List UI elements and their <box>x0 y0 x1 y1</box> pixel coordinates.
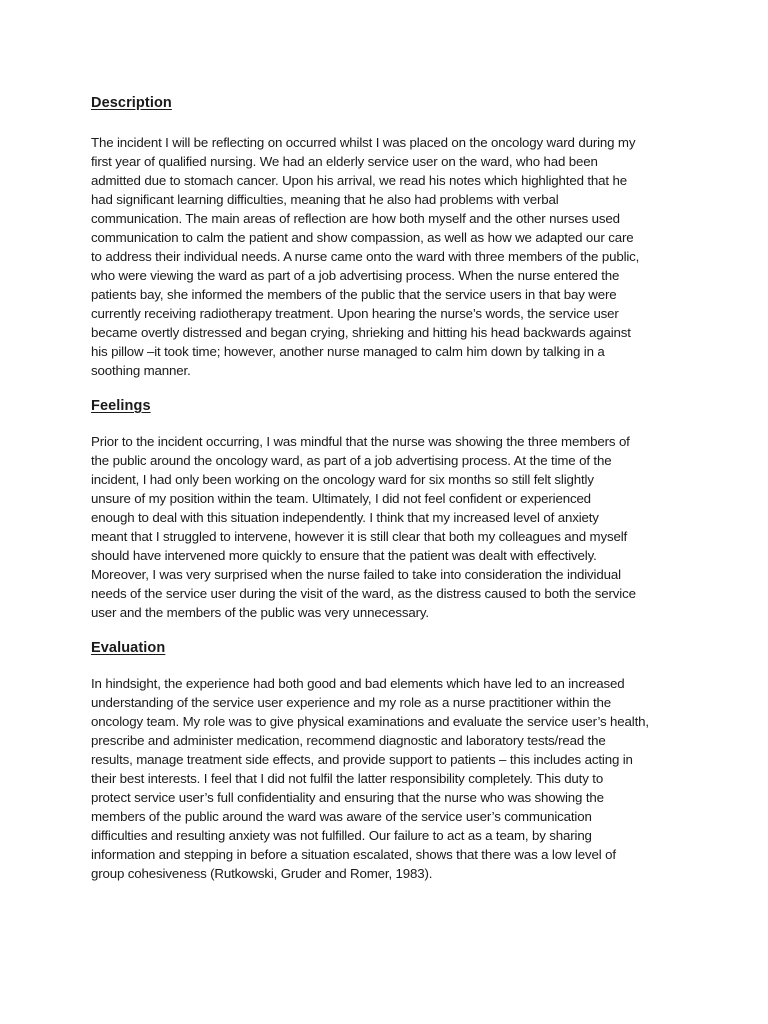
section-evaluation <box>91 637 683 883</box>
paragraph-line: to address their individual needs. A nurse came onto the ward with three members of the public, <box>91 249 640 264</box>
paragraph-feelings <box>91 432 683 622</box>
paragraph-line: Moreover, I was very surprised when the nurse failed to take into consideration the individual <box>91 567 621 582</box>
paragraph-line: understanding of the service user experience and my role as a nurse practitioner within the <box>91 695 611 710</box>
document-page <box>91 92 683 883</box>
paragraph-line: Prior to the incident occurring, I was mindful that the nurse was showing the three members of <box>91 434 630 449</box>
paragraph-line: members of the public around the ward was aware of the service user’s communication <box>91 809 592 824</box>
paragraph-line: his pillow –it took time; however, another nurse managed to calm him down by talking in a <box>91 344 605 359</box>
paragraph-line: needs of the service user during the visit of the ward, as the distress caused to both the service <box>91 586 636 601</box>
paragraph-line: their best interests. I feel that I did not fulfil the latter responsibility completely. This duty to <box>91 771 604 786</box>
heading-evaluation: Evaluation <box>91 640 166 656</box>
paragraph-line: should have intervened more quickly to ensure that the patient was dealt with effectively. <box>91 548 597 563</box>
paragraph-line: user and the members of the public was very unnecessary. <box>91 605 429 620</box>
paragraph-line: first year of qualified nursing. We had an elderly service user on the ward, who had been <box>91 154 598 169</box>
paragraph-line: The incident I will be reflecting on occurred whilst I was placed on the oncology ward during my <box>91 135 636 150</box>
heading-description: Description <box>91 95 172 111</box>
paragraph-line: patients bay, she informed the members of the public that the service users in that bay were <box>91 287 617 302</box>
paragraph-line: who were viewing the ward as part of a job advertising process. When the nurse entered the <box>91 268 620 283</box>
paragraph-line: communication. The main areas of reflection are how both myself and the other nurses used <box>91 211 620 226</box>
paragraph-line: prescribe and administer medication, recommend diagnostic and laboratory tests/read the <box>91 733 606 748</box>
paragraph-line: group cohesiveness (Rutkowski, Gruder and Romer, 1983). <box>91 866 433 881</box>
paragraph-line: became overtly distressed and began crying, shrieking and hitting his head backwards against <box>91 325 631 340</box>
paragraph-line: In hindsight, the experience had both good and bad elements which have led to an increased <box>91 676 625 691</box>
paragraph-line: soothing manner. <box>91 363 191 378</box>
paragraph-line: had significant learning difficulties, meaning that he also had problems with verbal <box>91 192 559 207</box>
paragraph-line: protect service user’s full confidentiality and ensuring that the nurse who was showing the <box>91 790 604 805</box>
paragraph-line: information and stepping in before a situation escalated, shows that there was a low level of <box>91 847 616 862</box>
paragraph-line: currently receiving radiotherapy treatment. Upon hearing the nurse’s words, the service user <box>91 306 619 321</box>
paragraph-evaluation <box>91 674 683 883</box>
paragraph-line: results, manage treatment side effects, and provide support to patients – this includes acting in <box>91 752 633 767</box>
paragraph-line: enough to deal with this situation independently. I think that my increased level of anxiety <box>91 510 599 525</box>
paragraph-line: communication to calm the patient and show compassion, as well as how we adapted our care <box>91 230 634 245</box>
paragraph-line: difficulties and resulting anxiety was not fulfilled. Our failure to act as a team, by sharing <box>91 828 592 843</box>
heading-feelings: Feelings <box>91 398 151 414</box>
paragraph-line: admitted due to stomach cancer. Upon his arrival, we read his notes which highlighted that he <box>91 173 627 188</box>
paragraph-line: oncology team. My role was to give physical examinations and evaluate the service user’s health, <box>91 714 649 729</box>
paragraph-description <box>91 133 683 380</box>
section-description <box>91 92 683 380</box>
paragraph-line: incident, I had only been working on the oncology ward for six months so still felt slightly <box>91 472 594 487</box>
paragraph-line: meant that I struggled to intervene, however it is still clear that both my colleagues and myself <box>91 529 628 544</box>
section-feelings <box>91 395 683 622</box>
paragraph-line: the public around the oncology ward, as part of a job advertising process. At the time of the <box>91 453 612 468</box>
paragraph-line: unsure of my position within the team. Ultimately, I did not feel confident or experienced <box>91 491 591 506</box>
